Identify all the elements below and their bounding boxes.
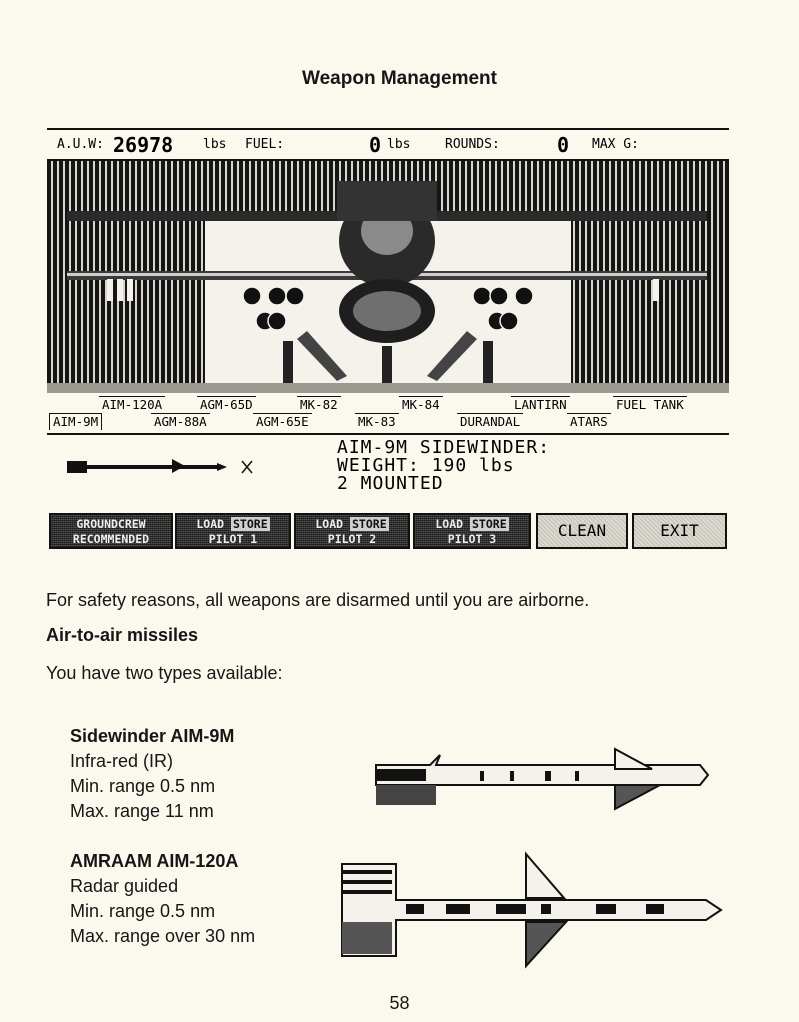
fuel-unit: lbs bbox=[387, 137, 411, 152]
sidewinder-name: Sidewinder AIM-9M bbox=[70, 726, 235, 746]
auw-unit: lbs bbox=[203, 137, 227, 152]
aircraft-illustration bbox=[47, 161, 729, 393]
groundcrew-recommended-button[interactable] bbox=[49, 513, 173, 549]
amraam-max-range: Max. range over 30 nm bbox=[70, 926, 256, 946]
sidewinder-spec bbox=[70, 724, 234, 824]
tab-mk-82[interactable]: MK-82 bbox=[297, 396, 341, 413]
tab-atars[interactable]: ATARS bbox=[567, 413, 611, 430]
store-label[interactable]: STORE bbox=[472, 517, 507, 531]
sidewinder-max-range: Max. range 11 nm bbox=[70, 801, 214, 821]
auw-label: A.U.W: bbox=[57, 137, 104, 152]
pilot-1-label: PILOT 1 bbox=[208, 532, 258, 546]
weapon-info-panel bbox=[47, 435, 729, 511]
weapon-tabs-row1 bbox=[47, 396, 729, 413]
tab-durandal[interactable]: DURANDAL bbox=[457, 413, 523, 430]
sidewinder-min-range: Min. range 0.5 nm bbox=[70, 776, 216, 796]
page-heading: Weapon Management bbox=[302, 68, 497, 89]
weapon-management-screenshot bbox=[47, 128, 729, 553]
loadout-buttons bbox=[47, 513, 729, 551]
tab-mk-84[interactable]: MK-84 bbox=[399, 396, 443, 413]
intro-text: You have two types available: bbox=[46, 663, 283, 683]
fuel-value: 0 bbox=[369, 133, 382, 157]
amraam-missile-image bbox=[336, 850, 726, 970]
weapon-weight: WEIGHT: 190 lbs bbox=[337, 455, 515, 476]
tab-agm-65e[interactable]: AGM-65E bbox=[253, 413, 312, 430]
tab-agm-65d[interactable]: AGM-65D bbox=[197, 396, 256, 413]
load-label[interactable]: LOAD bbox=[196, 517, 225, 531]
tab-fuel-tank[interactable]: FUEL TANK bbox=[613, 396, 687, 413]
amraam-min-range: Min. range 0.5 nm bbox=[70, 901, 216, 921]
clean-button[interactable]: CLEAN bbox=[536, 513, 628, 549]
load-label[interactable]: LOAD bbox=[435, 517, 464, 531]
recommended-label: RECOMMENDED bbox=[72, 532, 150, 546]
store-label[interactable]: STORE bbox=[352, 517, 387, 531]
safety-note: For safety reasons, all weapons are disarmed until you are airborne. bbox=[46, 590, 590, 610]
pilot-1-slot-button[interactable] bbox=[175, 513, 291, 549]
section-title: Air-to-air missiles bbox=[46, 625, 199, 645]
tab-agm-88a[interactable]: AGM-88A bbox=[151, 413, 210, 430]
status-bar bbox=[47, 128, 729, 161]
weapon-name: AIM-9M SIDEWINDER: bbox=[337, 437, 551, 458]
tab-mk-83[interactable]: MK-83 bbox=[355, 413, 399, 430]
rounds-value: 0 bbox=[557, 133, 570, 157]
pilot-2-slot-button[interactable] bbox=[294, 513, 410, 549]
pilot-3-slot-button[interactable] bbox=[413, 513, 531, 549]
maxg-label: MAX G: bbox=[592, 137, 639, 152]
fuel-label: FUEL: bbox=[245, 137, 285, 152]
page-number: 58 bbox=[389, 993, 410, 1013]
aim-9m-small-icon bbox=[67, 453, 277, 483]
amraam-spec bbox=[70, 849, 255, 949]
amraam-name: AMRAAM AIM-120A bbox=[70, 851, 239, 871]
groundcrew-label: GROUNDCREW bbox=[76, 517, 146, 531]
sidewinder-guidance: Infra-red (IR) bbox=[70, 751, 174, 771]
weapon-tabs-row2 bbox=[47, 413, 729, 435]
auw-value: 26978 bbox=[113, 133, 174, 157]
weapon-mounted: 2 MOUNTED bbox=[337, 473, 444, 494]
tab-aim-120a[interactable]: AIM-120A bbox=[99, 396, 165, 413]
store-label[interactable]: STORE bbox=[233, 517, 268, 531]
load-label[interactable]: LOAD bbox=[315, 517, 344, 531]
amraam-guidance: Radar guided bbox=[70, 876, 179, 896]
rounds-label: ROUNDS: bbox=[445, 137, 500, 152]
tab-aim-9m[interactable]: AIM-9M bbox=[49, 413, 102, 430]
sidewinder-missile-image bbox=[370, 745, 712, 813]
tab-lantirn[interactable]: LANTIRN bbox=[511, 396, 570, 413]
pilot-3-label: PILOT 3 bbox=[447, 532, 497, 546]
hangar-aircraft-view bbox=[47, 161, 729, 393]
exit-button[interactable]: EXIT bbox=[632, 513, 727, 549]
pilot-2-label: PILOT 2 bbox=[327, 532, 377, 546]
